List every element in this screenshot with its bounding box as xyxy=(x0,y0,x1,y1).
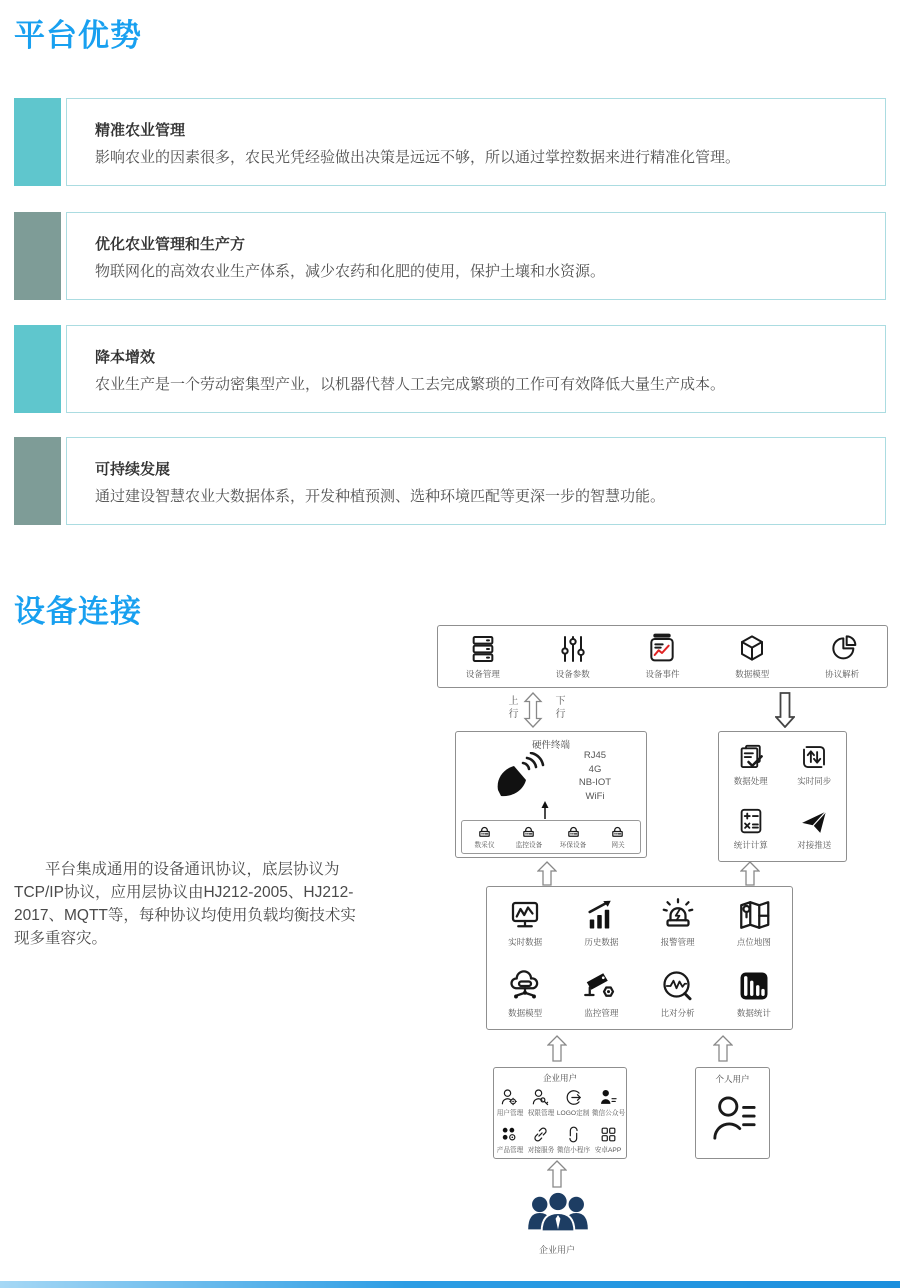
advantage-card xyxy=(14,212,886,300)
capability-label: 设备事件 xyxy=(645,669,680,679)
advantage-card xyxy=(14,437,886,525)
device-source-item xyxy=(507,824,552,850)
platform-label: 点位地图 xyxy=(736,937,771,947)
platform-item xyxy=(563,887,639,958)
card-desc: 农业生产是一个劳动密集型产业，以机器代替人工去完成繁琐的工作可有效降低大量生产成本。 xyxy=(95,376,726,393)
device-capability-box xyxy=(437,625,888,688)
enterprise-label: LOGO定制 xyxy=(557,1109,590,1117)
device-source-item xyxy=(551,824,596,850)
enterprise-label: 产品管理 xyxy=(496,1146,523,1154)
up-arrow xyxy=(537,861,557,886)
processing-label: 对接推送 xyxy=(797,840,832,851)
card-title: 优化农业管理和生产方 xyxy=(95,236,246,253)
page-footer-bar xyxy=(0,1281,900,1288)
dots-gear-icon xyxy=(500,1125,519,1144)
paper-plane-icon xyxy=(799,806,829,836)
device-source-label: 监控设备 xyxy=(515,842,543,849)
device-sources-box xyxy=(461,820,641,854)
device-source-label: 环保设备 xyxy=(559,842,587,849)
enterprise-label: 权限管理 xyxy=(527,1109,554,1117)
iot-device-icon xyxy=(566,824,581,839)
up-arrow xyxy=(547,1160,567,1188)
capability-item xyxy=(438,633,528,680)
card-accent-block xyxy=(14,325,61,413)
up-arrow xyxy=(713,1035,733,1062)
platform-label: 实时数据 xyxy=(508,937,543,947)
platform-label: 报警管理 xyxy=(660,937,695,947)
miniprogram-icon xyxy=(564,1125,583,1144)
sync-arrows-icon xyxy=(799,742,829,772)
platform-label: 监控管理 xyxy=(584,1008,619,1018)
satellite-dish-icon xyxy=(490,752,548,802)
capability-item xyxy=(618,633,708,680)
capability-label: 设备管理 xyxy=(465,669,500,679)
user-gear-icon xyxy=(500,1088,519,1107)
processing-label: 数据处理 xyxy=(733,775,768,786)
app-grid-icon xyxy=(599,1125,618,1144)
enterprise-item xyxy=(525,1084,556,1121)
processing-item xyxy=(719,797,783,862)
enterprise-item xyxy=(556,1121,591,1158)
chain-link-icon xyxy=(531,1125,550,1144)
card-title: 可持续发展 xyxy=(95,461,171,478)
platform-label: 比对分析 xyxy=(660,1008,695,1018)
capability-item xyxy=(707,633,797,680)
platform-item xyxy=(487,958,563,1029)
bar-growth-icon xyxy=(583,897,619,933)
bottom-user-label: 企业用户 xyxy=(538,1245,575,1255)
up-arrow xyxy=(740,861,760,886)
user-key-icon xyxy=(531,1088,550,1107)
compare-analysis-icon xyxy=(660,968,696,1004)
card-desc: 影响农业的因素很多，农民光凭经验做出决策是远远不够，所以通过掌控数据来进行精准化管理。 xyxy=(95,149,741,166)
enterprise-label: 安卓APP xyxy=(595,1146,622,1154)
enterprise-users-box xyxy=(493,1067,627,1159)
downlink-label: 下行 xyxy=(553,695,564,721)
capability-label: 协议解析 xyxy=(825,669,860,679)
enterprise-label: 微信公众号 xyxy=(591,1109,626,1117)
platform-item xyxy=(563,958,639,1029)
bar-stats-icon xyxy=(736,968,772,1004)
enterprise-item xyxy=(591,1121,626,1158)
card-title: 降本增效 xyxy=(95,349,156,366)
card-accent-block xyxy=(14,437,61,525)
connectivity-line: WiFi xyxy=(585,790,605,802)
processing-label: 实时同步 xyxy=(797,775,832,786)
device-source-label: 网关 xyxy=(611,842,625,849)
enterprise-item xyxy=(591,1084,626,1121)
processing-box xyxy=(718,731,847,862)
advantage-card xyxy=(14,325,886,413)
user-lines-icon xyxy=(599,1088,618,1107)
enterprise-item xyxy=(556,1084,591,1121)
user-group-icon xyxy=(527,1189,589,1239)
server-stack-icon xyxy=(467,633,499,665)
enterprise-item xyxy=(494,1121,525,1158)
personal-box-title: 个人用户 xyxy=(715,1074,750,1084)
card-title: 精准农业管理 xyxy=(95,122,186,139)
capability-label: 数据模型 xyxy=(735,669,770,679)
small-up-arrow xyxy=(540,800,550,820)
platform-label: 数据模型 xyxy=(508,1008,543,1018)
device-source-item xyxy=(596,824,641,850)
platform-label: 历史数据 xyxy=(584,937,619,947)
platform-item xyxy=(640,958,716,1029)
protocol-paragraph: 平台集成通用的设备通讯协议，底层协议为TCP/IP协议，应用层协议由HJ212-2005、HJ212-2017、MQTT等，每种协议均使用负载均衡技术实现多重容灾。 xyxy=(14,861,356,947)
pie-chart-icon xyxy=(826,633,858,665)
device-source-label: 数采仪 xyxy=(474,842,495,849)
platform-item xyxy=(716,887,792,958)
devices-section-title: 设备连接 xyxy=(14,594,142,629)
connectivity-line: NB-IOT xyxy=(578,777,612,788)
personal-users-box xyxy=(695,1067,770,1159)
card-body xyxy=(66,325,886,413)
connectivity-list xyxy=(564,749,626,803)
processing-item xyxy=(783,797,847,862)
card-desc: 通过建设智慧农业大数据体系，开发种植预测、选种环境匹配等更深一步的智慧功能。 xyxy=(95,488,666,505)
connectivity-line: 4G xyxy=(588,763,602,775)
iot-device-icon xyxy=(610,824,625,839)
enterprise-item xyxy=(494,1084,525,1121)
card-body xyxy=(66,98,886,186)
cloud-network-icon xyxy=(507,968,543,1004)
hardware-terminal-box xyxy=(455,731,647,858)
down-arrow xyxy=(775,692,795,728)
connectivity-line: RJ45 xyxy=(583,750,607,761)
person-lines-icon xyxy=(711,1090,757,1146)
capability-label: 设备参数 xyxy=(555,669,590,679)
circle-arrow-icon xyxy=(564,1088,583,1107)
platform-item xyxy=(640,887,716,958)
enterprise-label: 用户管理 xyxy=(496,1109,523,1117)
card-body xyxy=(66,212,886,300)
monitor-chart-icon xyxy=(507,897,543,933)
hardware-box-title: 硬件终端 xyxy=(531,740,570,751)
advantage-card xyxy=(14,98,886,186)
processing-label: 统计计算 xyxy=(733,840,768,851)
advantages-section-title: 平台优势 xyxy=(14,18,142,53)
capability-item xyxy=(528,633,618,680)
event-alert-icon xyxy=(646,633,678,665)
platform-item xyxy=(487,887,563,958)
card-body xyxy=(66,437,886,525)
card-desc: 物联网化的高效农业生产体系，减少农药和化肥的使用，保护土壤和水资源。 xyxy=(95,263,606,280)
updown-arrow xyxy=(523,692,543,728)
platform-item xyxy=(716,958,792,1029)
calculator-icon xyxy=(736,806,766,836)
cube-icon xyxy=(736,633,768,665)
enterprise-label: 对接服务 xyxy=(527,1146,554,1154)
enterprise-box-title: 企业用户 xyxy=(542,1073,577,1083)
processing-item xyxy=(719,732,783,797)
sliders-icon xyxy=(557,633,589,665)
uplink-label: 上行 xyxy=(506,695,517,721)
document-check-icon xyxy=(736,742,766,772)
iot-device-icon xyxy=(521,824,536,839)
card-accent-block xyxy=(14,98,61,186)
device-source-item xyxy=(462,824,507,850)
enterprise-item xyxy=(525,1121,556,1158)
platform-label: 数据统计 xyxy=(736,1008,771,1018)
siren-icon xyxy=(660,897,696,933)
card-accent-block xyxy=(14,212,61,300)
processing-item xyxy=(783,732,847,797)
enterprise-label: 微信小程序 xyxy=(556,1146,591,1154)
platform-feature-box xyxy=(486,886,793,1030)
map-pin-icon xyxy=(736,897,772,933)
up-arrow xyxy=(547,1035,567,1062)
cctv-camera-icon xyxy=(583,968,619,1004)
iot-device-icon xyxy=(477,824,492,839)
capability-item xyxy=(797,633,887,680)
